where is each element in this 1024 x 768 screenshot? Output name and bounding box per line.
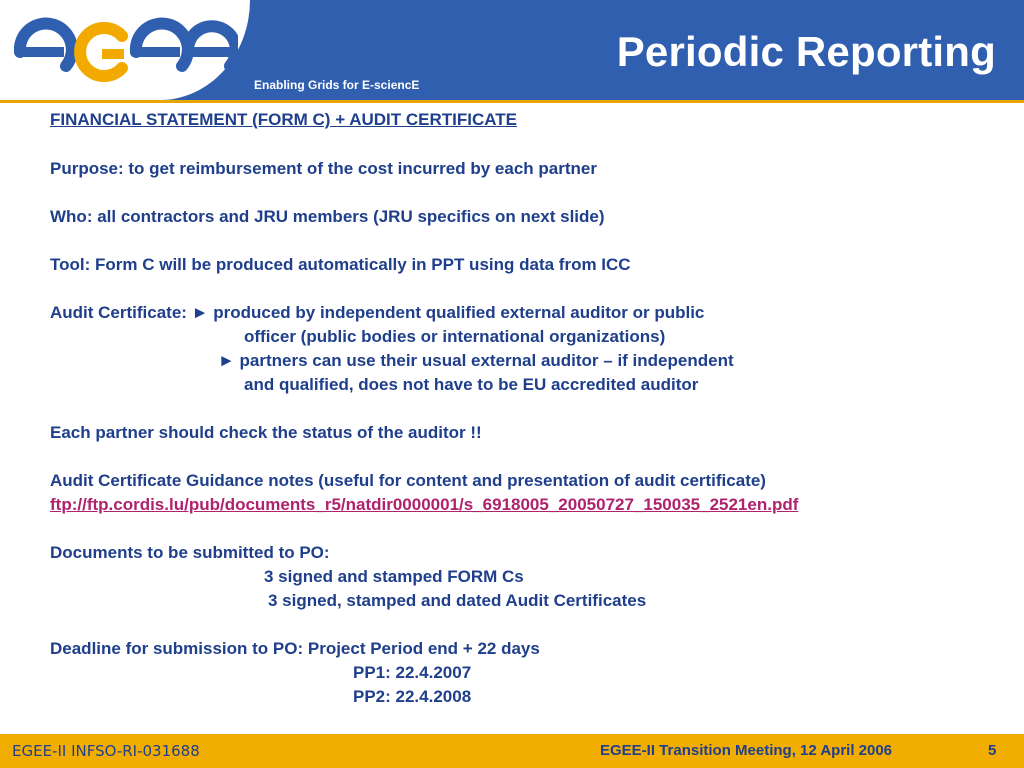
guidance-link[interactable]: ftp://ftp.cordis.lu/pub/documents_r5/natdir0000001/s_6918005_20050727_150035_2521en.pdf [50,495,799,514]
header-accent-stripe [0,100,1024,103]
guidance-text: Audit Certificate Guidance notes (useful for content and presentation of audit certificate) [50,471,766,490]
documents-item-form-c: 3 signed and stamped FORM Cs [264,567,524,586]
logo-letter-e2 [134,24,188,66]
logo-letter-e3 [186,26,236,66]
deadline-pp1: PP1: 22.4.2007 [353,663,472,682]
audit-certificate-line-4: and qualified, does not have to be EU accredited auditor [244,375,699,394]
egee-logo [14,16,238,82]
deadline-pp2: PP2: 22.4.2008 [353,687,472,706]
logo-letter-g [80,28,124,76]
slide-title: Periodic Reporting [616,28,996,75]
footer-project-id: EGEE-II INFSO-RI-031688 [12,742,200,760]
audit-certificate-line-3: ► partners can use their usual external auditor – if independent [218,351,734,370]
who-text: Who: all contractors and JRU members (JRU specifics on next slide) [50,207,605,226]
tool-text: Tool: Form C will be produced automatically in PPT using data from ICC [50,255,631,274]
audit-certificate-line-1: Audit Certificate: ► produced by independent qualified external auditor or public [50,303,705,322]
purpose-text: Purpose: to get reimbursement of the cost incurred by each partner [50,159,597,178]
audit-certificate-line-2: officer (public bodies or international organizations) [244,327,666,346]
footer-meeting: EGEE-II Transition Meeting, 12 April 2006 [600,742,893,759]
deadline-text: Deadline for submission to PO: Project Period end + 22 days [50,639,540,658]
footer-band [0,734,1024,768]
documents-item-audit-certificates: 3 signed, stamped and dated Audit Certificates [268,591,647,610]
page-number: 5 [988,742,997,759]
tagline: Enabling Grids for E-sciencE [254,78,420,92]
section-heading: FINANCIAL STATEMENT (FORM C) + AUDIT CERTIFICATE [50,110,517,129]
documents-title: Documents to be submitted to PO: [50,543,330,562]
auditor-check-text: Each partner should check the status of the auditor !! [50,423,482,442]
logo-letter-e1 [18,24,72,66]
